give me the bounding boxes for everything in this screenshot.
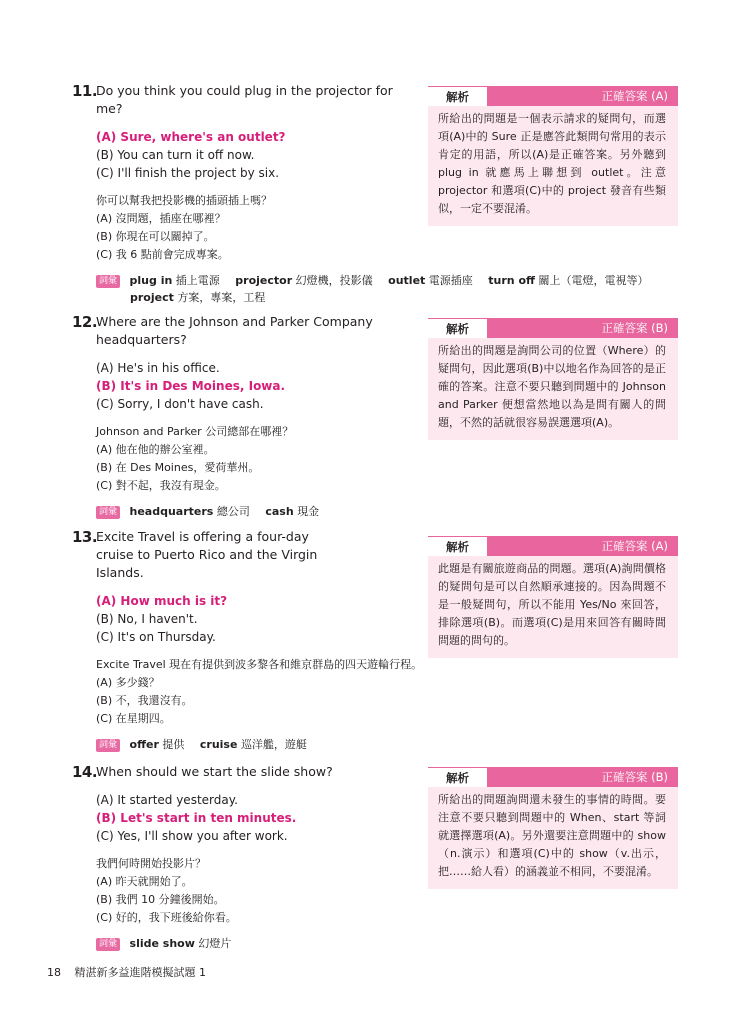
- question-number: 13.: [72, 528, 98, 546]
- translation-a: (A) 昨天就開始了。: [96, 875, 193, 888]
- vocab-tag: 詞彙: [96, 275, 120, 288]
- translation-a: (A) 多少錢？: [96, 676, 160, 689]
- question-prompt: Excite Travel is offering a four-day cruise to Puerto Rico and the Virgin Islands.: [96, 529, 318, 580]
- vocab-def: 電源插座: [428, 274, 473, 287]
- vocab-def: 方案，專案，工程: [177, 291, 266, 304]
- question-12: [72, 313, 412, 520]
- option-b: (B) It's in Des Moines, Iowa.: [96, 379, 286, 393]
- translation-question: Johnson and Parker 公司總部在哪裡？: [96, 425, 294, 438]
- analysis-box-14: [428, 767, 678, 889]
- option-c: (C) It's on Thursday.: [96, 630, 216, 644]
- analysis-label: 解析: [428, 319, 487, 338]
- vocab-term: plug in: [129, 274, 173, 287]
- translation-b: (B) 我們 10 分鐘後開始。: [96, 893, 225, 906]
- option-a: (A) It started yesterday.: [96, 793, 238, 807]
- correct-answer: 正確答案 (B): [601, 770, 668, 784]
- question-prompt: Do you think you could plug in the projector for me?: [96, 83, 393, 116]
- option-c: (C) I'll finish the project by six.: [96, 166, 280, 180]
- analysis-label: 解析: [428, 537, 487, 556]
- vocab-term: cruise: [199, 738, 238, 751]
- vocab-term: offer: [129, 738, 159, 751]
- option-c: (C) Sorry, I don't have cash.: [96, 397, 264, 411]
- book-title: 精湛新多益進階模擬試題 1: [74, 966, 206, 979]
- options: [96, 359, 412, 413]
- vocab-term: project: [130, 291, 174, 304]
- vocab-term: cash: [265, 505, 294, 518]
- vocabulary: [96, 736, 696, 753]
- vocab-term: turn off: [488, 274, 535, 287]
- vocab-def: 關上（電燈，電視等）: [538, 274, 649, 287]
- correct-answer: 正確答案 (A): [601, 89, 668, 103]
- vocabulary: [96, 272, 696, 306]
- translation: [96, 855, 412, 927]
- option-a: (A) How much is it?: [96, 594, 228, 608]
- analysis-box-12: [428, 318, 678, 440]
- page-footer: [47, 964, 206, 980]
- vocab-def: 巡洋艦，遊艇: [240, 738, 307, 751]
- analysis-text: 所給出的問題是一個表示請求的疑問句，而選項(A)中的 Sure 正是應答此類問句常用的表示肯定的用語，所以(A)是正確答案。另外聽到 plug in 就應馬上聯想到 outlet。注意 projector 和選項(C)中的 project 發音有些類似，一定不要混淆。: [438, 112, 666, 215]
- question-13: [72, 528, 423, 753]
- vocab-def: 插上電源: [175, 274, 220, 287]
- vocab-term: projector: [235, 274, 293, 287]
- vocab-term: slide show: [129, 937, 195, 950]
- translation-c: (C) 在星期四。: [96, 712, 171, 725]
- analysis-label: 解析: [428, 87, 487, 106]
- option-b: (B) No, I haven't.: [96, 612, 198, 626]
- options: [96, 592, 412, 646]
- analysis-label: 解析: [428, 768, 487, 787]
- translation: [96, 423, 412, 495]
- question-number: 14.: [72, 763, 98, 781]
- options: [96, 128, 412, 182]
- analysis-text: 所給出的問題詢問還未發生的事情的時間。要注意不要只聽到問題中的 When、start 等詞就選擇選項(A)。另外還要注意問題中的 show（n.演示）和選項(C)中的 show（v.出示，把……給人看）的涵義並不相同，不要混淆。: [438, 793, 666, 878]
- translation-b: (B) 在 Des Moines，愛荷華州。: [96, 461, 260, 474]
- correct-answer: 正確答案 (B): [601, 321, 668, 335]
- vocabulary: [96, 935, 696, 952]
- vocabulary: [96, 503, 696, 520]
- vocab-def: 幻燈機，投影儀: [295, 274, 373, 287]
- page-number: 18: [47, 966, 61, 979]
- question-14: [72, 763, 412, 952]
- translation-question: Excite Travel 現在有提供到波多黎各和維京群島的四天遊輪行程。: [96, 658, 423, 671]
- translation: [96, 192, 412, 264]
- vocab-term: outlet: [388, 274, 426, 287]
- vocab-def: 現金: [297, 505, 320, 518]
- option-a: (A) He's in his office.: [96, 361, 220, 375]
- options: [96, 791, 412, 845]
- analysis-box-13: [428, 536, 678, 658]
- translation-c: (C) 好的，我下班後給你看。: [96, 911, 237, 924]
- translation-question: 你可以幫我把投影機的插頭插上嗎？: [96, 194, 272, 207]
- question-number: 12.: [72, 313, 98, 331]
- translation-b: (B) 你現在可以關掉了。: [96, 230, 215, 243]
- vocab-def: 幻燈片: [198, 937, 232, 950]
- translation: [96, 656, 476, 728]
- vocab-tag: 詞彙: [96, 506, 120, 519]
- vocab-def: 總公司: [216, 505, 250, 518]
- vocab-def: 提供: [162, 738, 185, 751]
- question-prompt: When should we start the slide show?: [96, 764, 333, 779]
- vocab-tag: 詞彙: [96, 739, 120, 752]
- translation-a: (A) 他在他的辦公室裡。: [96, 443, 215, 456]
- analysis-text: 此題是有關旅遊商品的問題。選項(A)詢問價格的疑問句是可以自然順承連接的。因為問題不是一般疑問句，所以不能用 Yes/No 來回答，排除選項(B)。而選項(C)是用來回答有關時間問題的問句的。: [438, 562, 666, 647]
- translation-b: (B) 不，我還沒有。: [96, 694, 193, 707]
- translation-question: 我們何時開始投影片？: [96, 857, 206, 870]
- question-prompt: Where are the Johnson and Parker Company headquarters?: [96, 314, 373, 347]
- question-number: 11.: [72, 82, 98, 100]
- translation-c: (C) 我 6 點前會完成專案。: [96, 248, 229, 261]
- vocab-term: headquarters: [129, 505, 214, 518]
- correct-answer: 正確答案 (A): [601, 539, 668, 553]
- option-a: (A) Sure, where's an outlet?: [96, 130, 286, 144]
- option-b: (B) Let's start in ten minutes.: [96, 811, 297, 825]
- analysis-box-11: [428, 86, 678, 226]
- analysis-text: 所給出的問題是詢問公司的位置（Where）的疑問句，因此選項(B)中以地名作為回答的是正確的答案。注意不要只聽到問題中的 Johnson and Parker 便想當然地以為是問有關人的問題，不然的話就很容易誤選選項(A)。: [438, 344, 666, 429]
- translation-c: (C) 對不起，我沒有現金。: [96, 479, 226, 492]
- option-b: (B) You can turn it off now.: [96, 148, 255, 162]
- vocab-tag: 詞彙: [96, 938, 120, 951]
- option-c: (C) Yes, I'll show you after work.: [96, 829, 288, 843]
- translation-a: (A) 沒問題，插座在哪裡？: [96, 212, 226, 225]
